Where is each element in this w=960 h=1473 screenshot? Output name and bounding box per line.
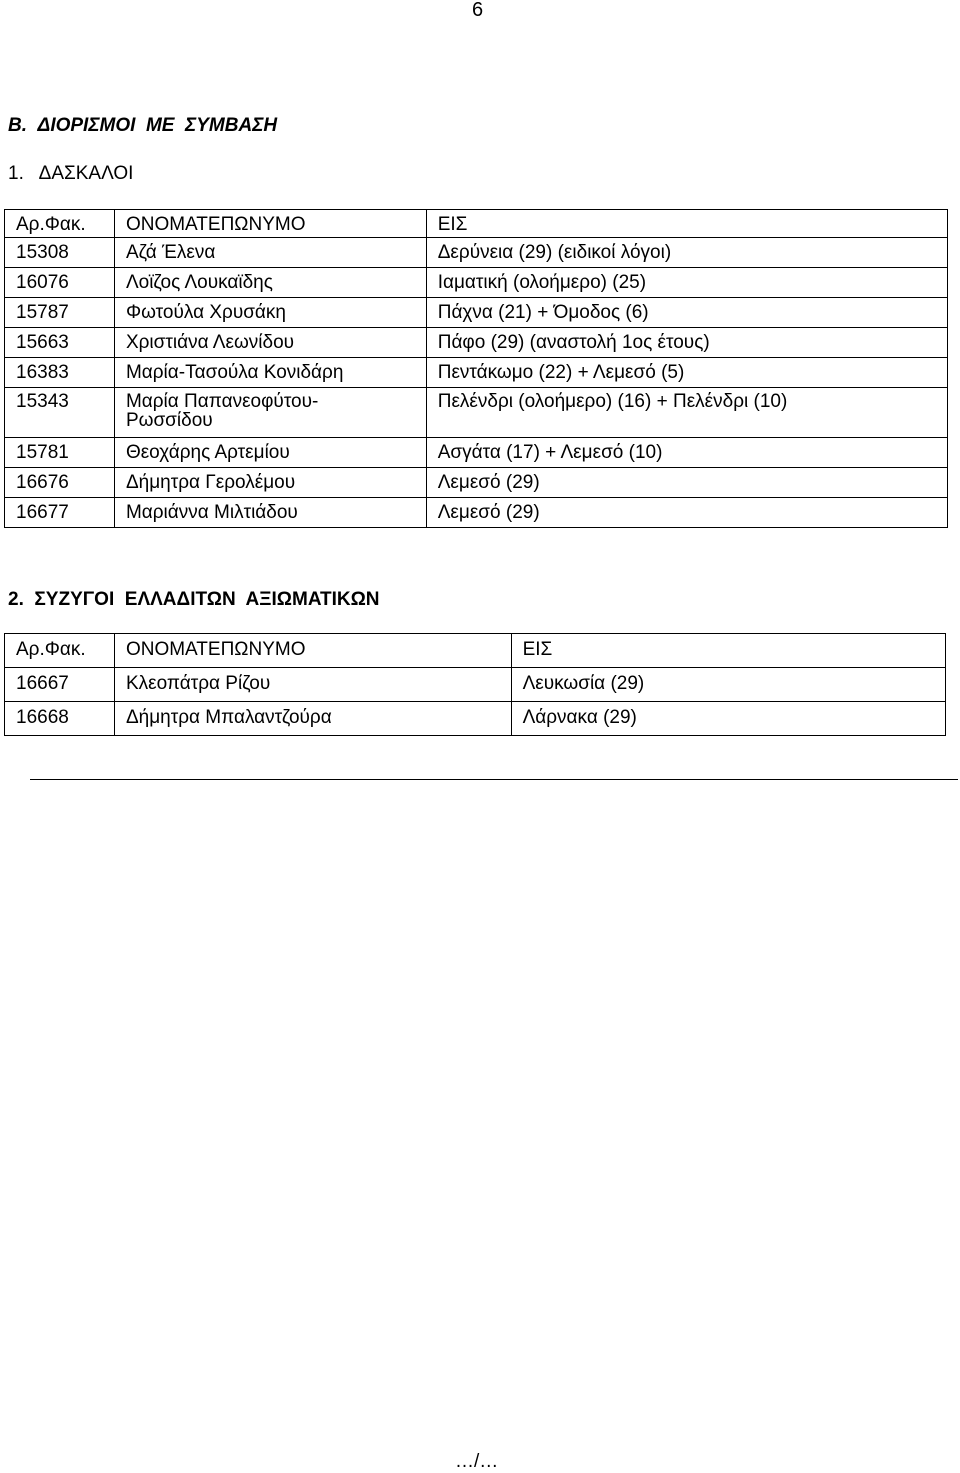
cell-full-name-line1: Μαρία Παπανεοφύτου- xyxy=(125,391,319,412)
table-row xyxy=(5,388,948,438)
table-row xyxy=(5,358,948,388)
cell-file-number: 16383 xyxy=(5,358,115,388)
cell-placement: Λεμεσό (29) xyxy=(426,468,947,498)
cell-file-number: 16076 xyxy=(5,268,115,298)
cell-full-name-line2: Ρωσσίδου xyxy=(125,410,213,431)
header-file-number: Αρ.Φακ. xyxy=(5,634,115,668)
cell-placement: Πάφο (29) (αναστολή 1ος έτους) xyxy=(426,328,947,358)
table-row xyxy=(5,268,948,298)
cell-file-number: 16676 xyxy=(5,468,115,498)
table-row xyxy=(5,468,948,498)
cell-file-number: 15343 xyxy=(5,388,115,438)
section-title: B. ΔΙΟΡΙΣΜΟΙ ΜΕ ΣΥΜΒΑΣΗ xyxy=(8,115,278,136)
cell-full-name: Μαρία-Τασούλα Κονιδάρη xyxy=(114,358,426,388)
cell-full-name xyxy=(114,388,426,438)
horizontal-rule xyxy=(30,779,958,780)
cell-placement: Λεμεσό (29) xyxy=(426,498,947,528)
cell-full-name: Λοϊζος Λουκαϊδης xyxy=(114,268,426,298)
header-placement: ΕΙΣ xyxy=(426,210,947,238)
header-full-name: ΟΝΟΜΑΤΕΠΩΝΥΜΟ xyxy=(114,210,426,238)
table-row xyxy=(5,668,946,702)
cell-full-name: Θεοχάρης Αρτεμίου xyxy=(114,438,426,468)
cell-file-number: 16667 xyxy=(5,668,115,702)
page-number: 6 xyxy=(472,0,484,21)
cell-placement: Πελένδρι (ολοήμερο) (16) + Πελένδρι (10) xyxy=(426,388,947,438)
cell-placement: Πεντάκωμο (22) + Λεμεσό (5) xyxy=(426,358,947,388)
cell-full-name: Κλεοπάτρα Ρίζου xyxy=(114,668,511,702)
cell-placement: Ιαματική (ολοήμερο) (25) xyxy=(426,268,947,298)
table-row xyxy=(5,702,946,736)
cell-file-number: 15308 xyxy=(5,238,115,268)
cell-full-name: Μαριάννα Μιλτιάδου xyxy=(114,498,426,528)
table-header-row xyxy=(5,210,948,238)
cell-placement: Λευκωσία (29) xyxy=(511,668,945,702)
table-row xyxy=(5,238,948,268)
cell-full-name: Φωτούλα Χρυσάκη xyxy=(114,298,426,328)
cell-file-number: 15787 xyxy=(5,298,115,328)
cell-placement: Λάρνακα (29) xyxy=(511,702,945,736)
cell-file-number: 16668 xyxy=(5,702,115,736)
header-placement: ΕΙΣ xyxy=(511,634,945,668)
table-header-row xyxy=(5,634,946,668)
cell-file-number: 16677 xyxy=(5,498,115,528)
cell-placement: Πάχνα (21) + Όμοδος (6) xyxy=(426,298,947,328)
header-file-number: Αρ.Φακ. xyxy=(5,210,115,238)
cell-full-name: Δήμητρα Γερολέμου xyxy=(114,468,426,498)
cell-full-name: Δήμητρα Μπαλαντζούρα xyxy=(114,702,511,736)
continuation-mark: …/… xyxy=(455,1451,499,1472)
table-row xyxy=(5,498,948,528)
header-full-name: ΟΝΟΜΑΤΕΠΩΝΥΜΟ xyxy=(114,634,511,668)
cell-placement: Δερύνεια (29) (ειδικοί λόγοι) xyxy=(426,238,947,268)
table-row xyxy=(5,298,948,328)
cell-placement: Ασγάτα (17) + Λεμεσό (10) xyxy=(426,438,947,468)
cell-full-name: Χριστιάνα Λεωνίδου xyxy=(114,328,426,358)
teachers-table xyxy=(4,209,948,528)
cell-file-number: 15781 xyxy=(5,438,115,468)
cell-full-name: Αζά Έλενα xyxy=(114,238,426,268)
cell-file-number: 15663 xyxy=(5,328,115,358)
table-row xyxy=(5,328,948,358)
table-row xyxy=(5,438,948,468)
spouses-table xyxy=(4,633,946,736)
subsection-title-spouses: 2. ΣΥΖΥΓΟΙ ΕΛΛΑΔΙΤΩΝ ΑΞΙΩΜΑΤΙΚΩΝ xyxy=(8,589,380,610)
subsection-title-teachers: 1. ΔΑΣΚΑΛΟΙ xyxy=(8,163,134,184)
